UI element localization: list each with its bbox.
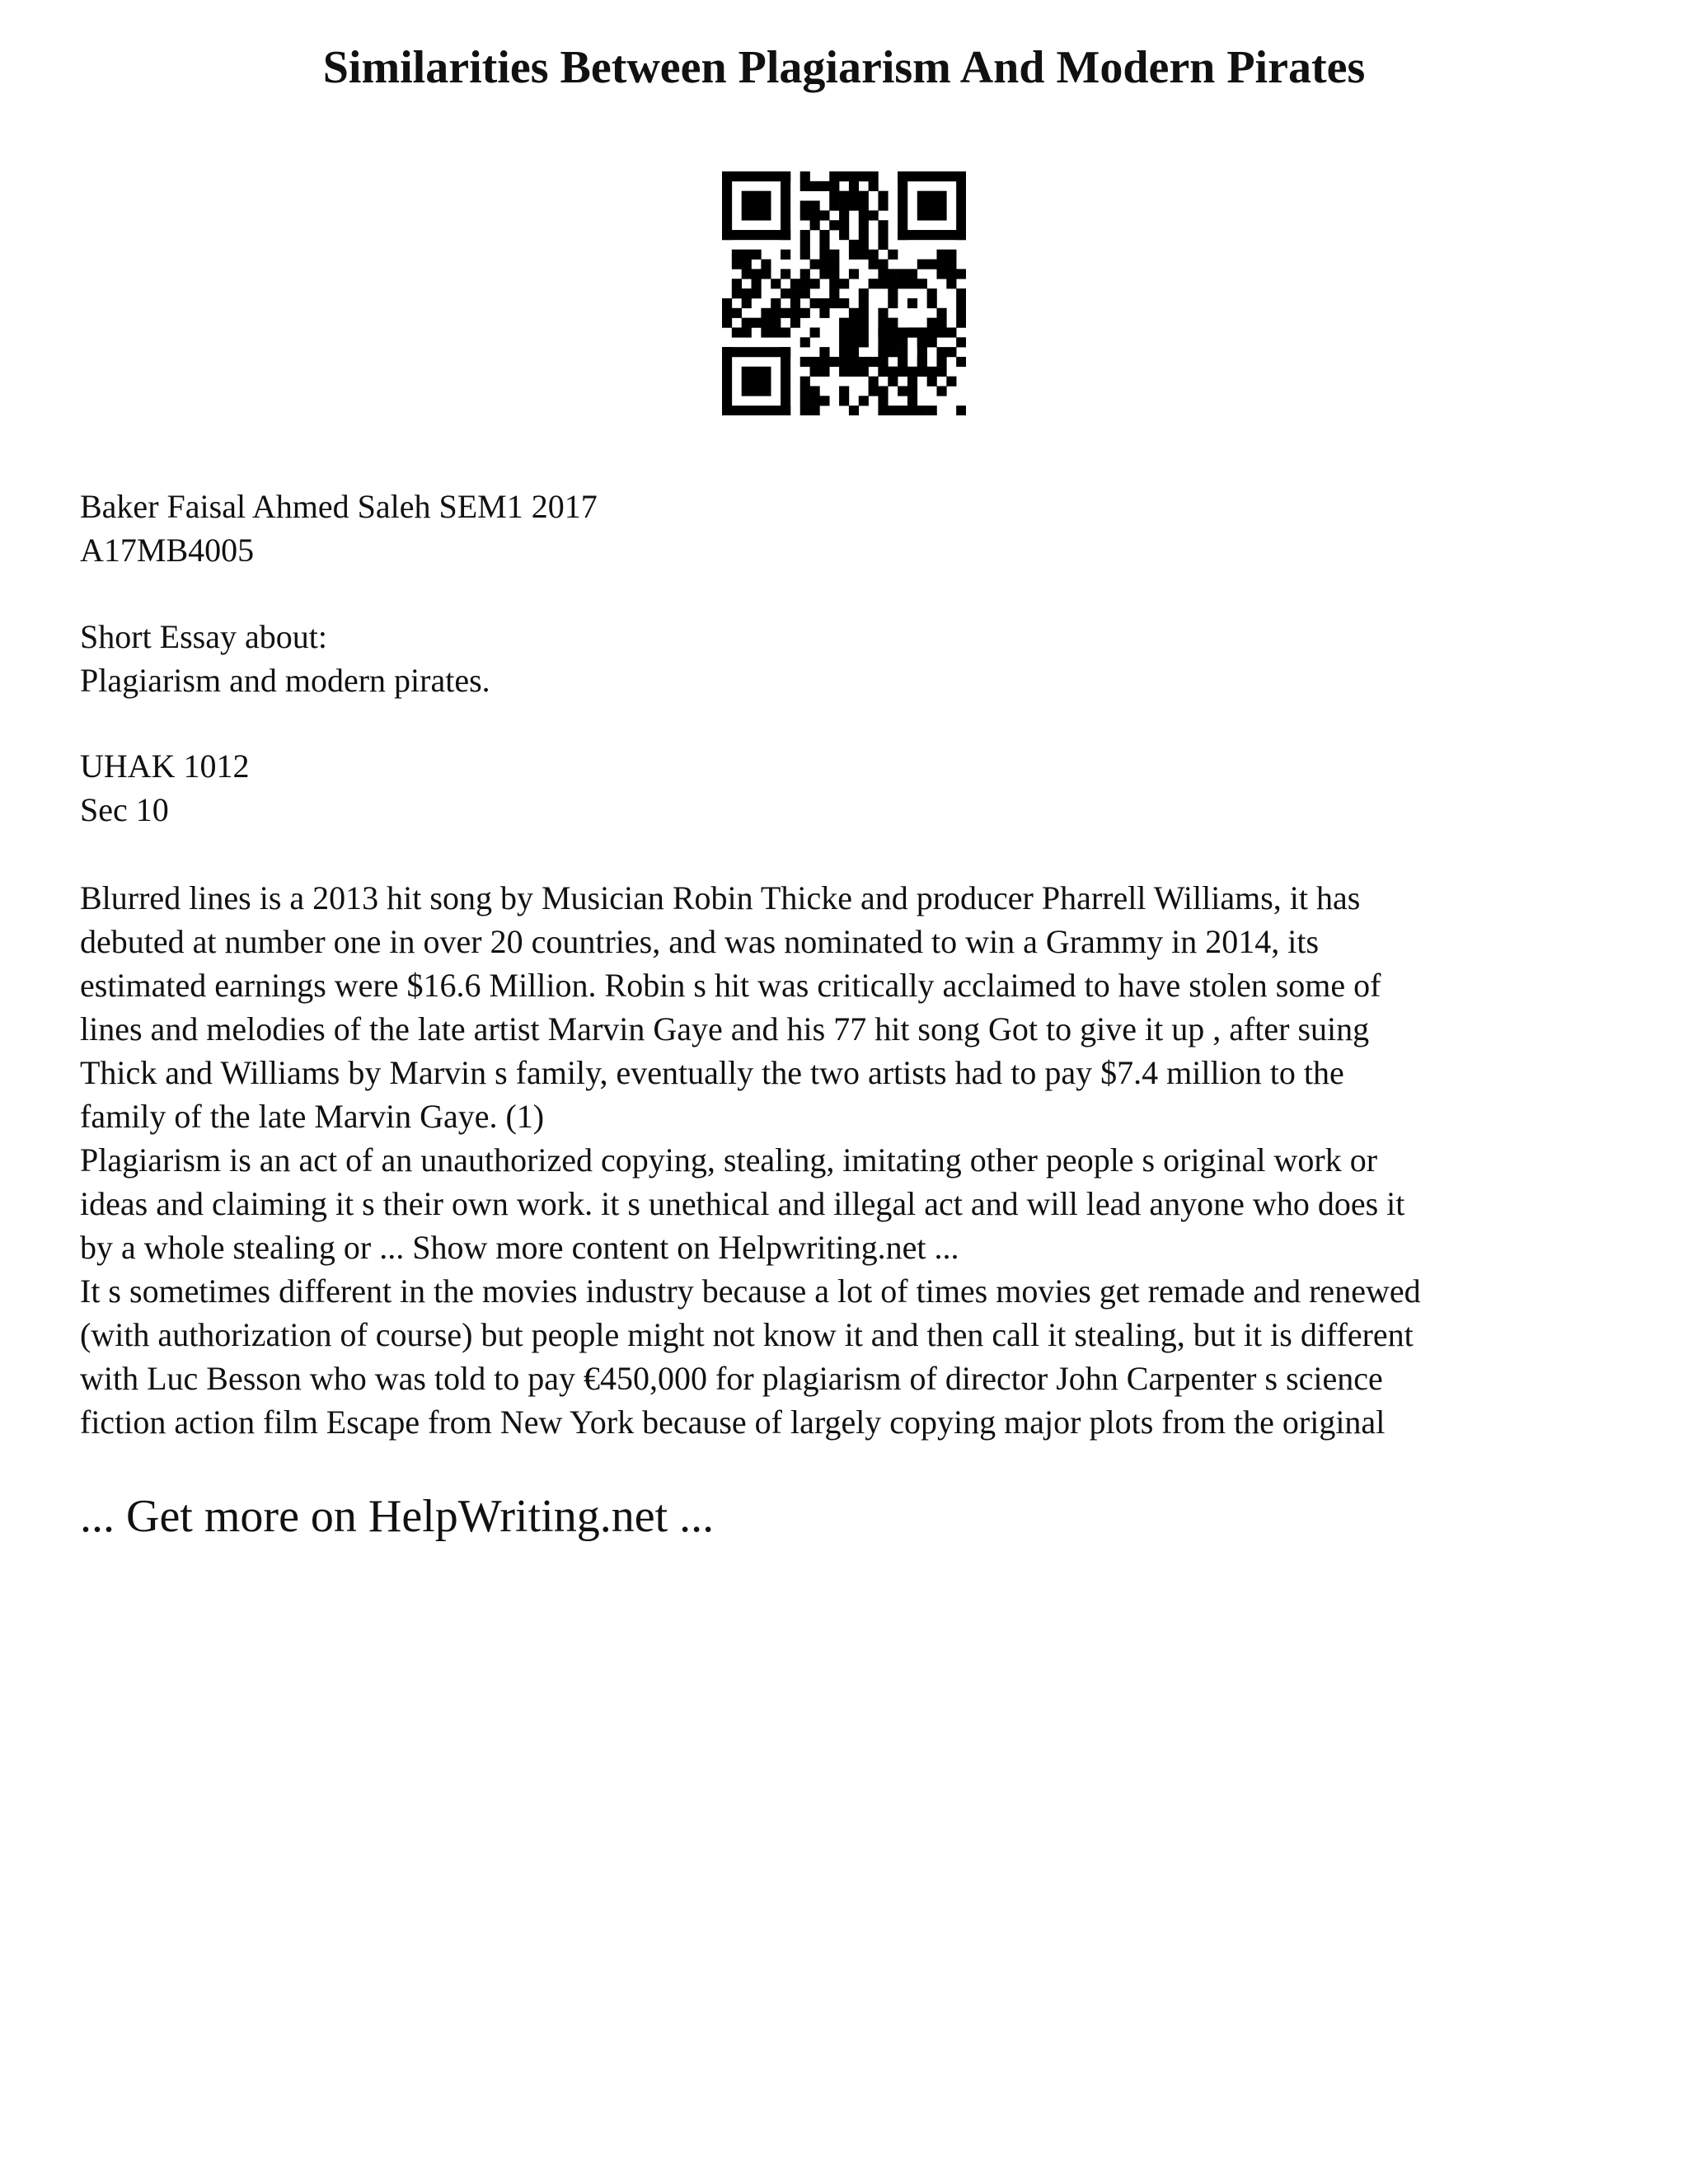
- essay-line: Short Essay about:: [80, 618, 327, 655]
- essay-line: Plagiarism and modern pirates.: [80, 662, 490, 699]
- body-line: It s sometimes different in the movies industry because a lot of times movies get remade and renewed: [80, 1272, 1421, 1310]
- body-line: estimated earnings were $16.6 Million. Robin s hit was critically acclaimed to have stolen some of: [80, 967, 1381, 1004]
- body-line: Thick and Williams by Marvin s family, eventually the two artists had to pay $7.4 million to the: [80, 1054, 1344, 1091]
- body-line: debuted at number one in over 20 countries, and was nominated to win a Grammy in 2014, its: [80, 923, 1320, 960]
- body-line: lines and melodies of the late artist Marvin Gaye and his 77 hit song Got to give it up , after suing: [80, 1010, 1370, 1047]
- get-more-link[interactable]: ... Get more on HelpWriting.net ...: [80, 1491, 715, 1542]
- essay-body: [80, 876, 1629, 1444]
- qr-code-icon: [722, 171, 966, 415]
- body-line: Blurred lines is a 2013 hit song by Musician Robin Thicke and producer Pharrell Williams, it has: [80, 879, 1361, 916]
- body-line: with Luc Besson who was told to pay €450,000 for plagiarism of director John Carpenter s science: [80, 1360, 1383, 1397]
- body-line: (with authorization of course) but people might not know it and then call it stealing, but it is different: [80, 1316, 1414, 1353]
- author-line: Baker Faisal Ahmed Saleh SEM1 2017: [80, 488, 598, 525]
- body-line: by a whole stealing or ... Show more content on Helpwriting.net ...: [80, 1229, 959, 1266]
- author-line: A17MB4005: [80, 532, 255, 569]
- body-line: fiction action film Escape from New York because of largely copying major plots from the original: [80, 1404, 1386, 1441]
- essay-topic: [80, 615, 1629, 702]
- body-line: family of the late Marvin Gaye. (1): [80, 1098, 545, 1135]
- course-line: Sec 10: [80, 791, 169, 828]
- author-info: [80, 485, 1629, 572]
- document-title: Similarities Between Plagiarism And Modern Pirates: [322, 42, 1366, 93]
- course-line: UHAK 1012: [80, 748, 250, 785]
- body-line: ideas and claiming it s their own work. it s unethical and illegal act and will lead anyone who does it: [80, 1185, 1405, 1222]
- body-line: Plagiarism is an act of an unauthorized copying, stealing, imitating other people s original work or: [80, 1141, 1378, 1179]
- course-info: [80, 744, 1629, 832]
